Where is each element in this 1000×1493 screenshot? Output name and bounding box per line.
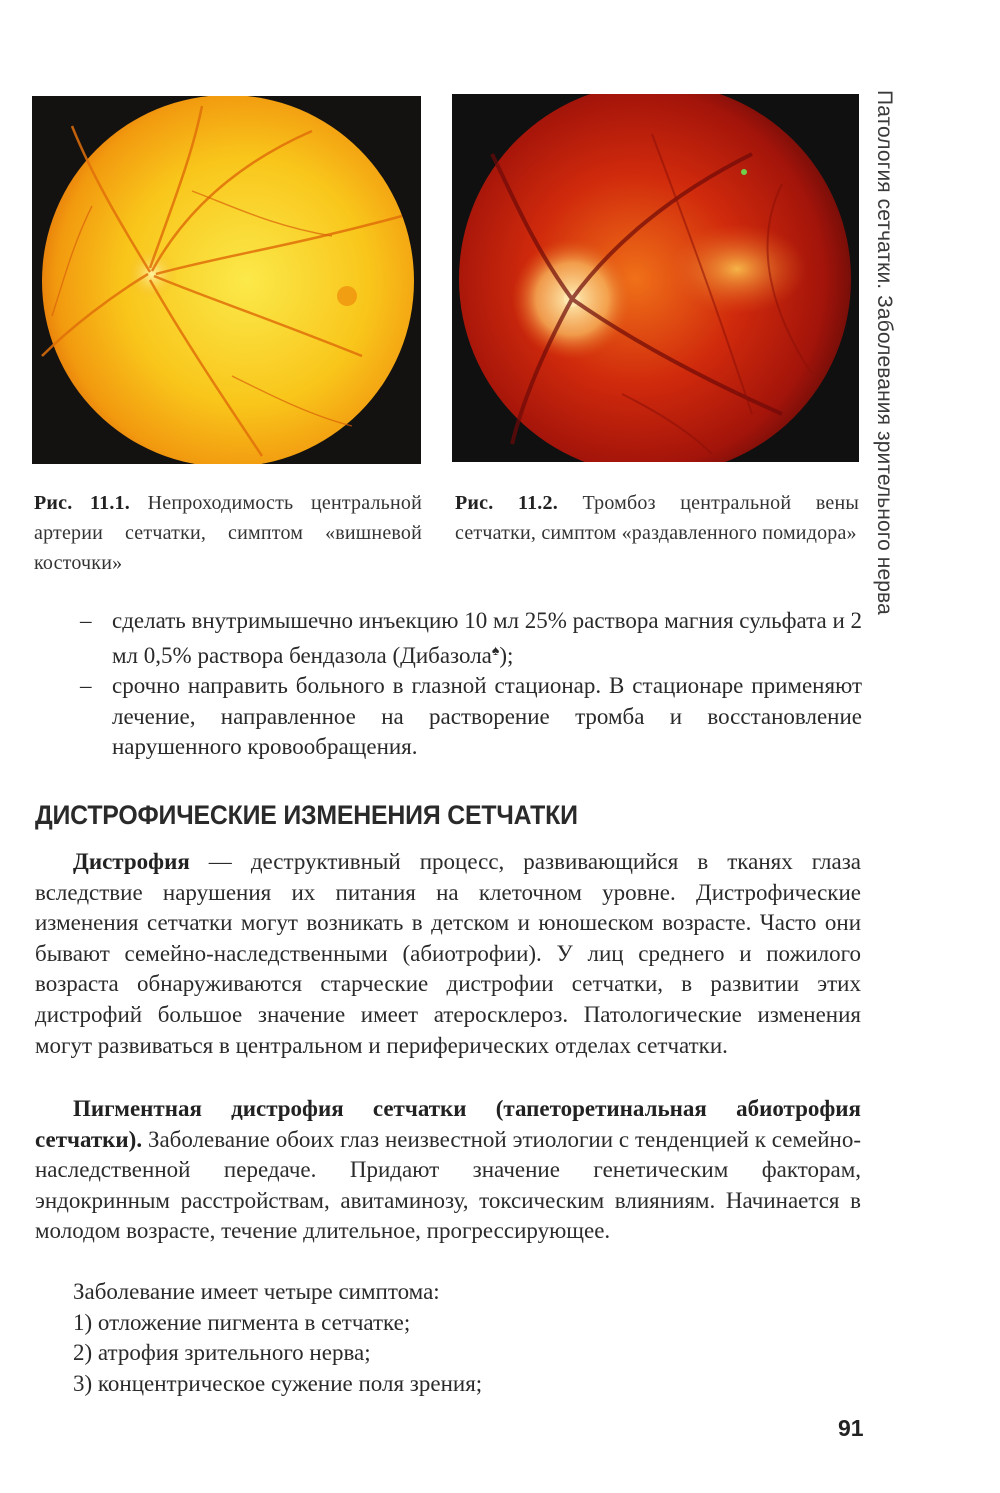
term-pigment-dystrophy: Пигментная дистрофия сетчатки (тапеторетинальная абиотрофия сетчатки).	[35, 1096, 861, 1152]
list-item-tail: );	[499, 642, 514, 668]
figure-cherry-red-spot-photo	[32, 96, 421, 464]
figure-1-label: Рис. 11.1.	[34, 492, 130, 514]
symptom-item: 2) атрофия зрительного нерва;	[73, 1340, 371, 1366]
section-heading: ДИСТРОФИЧЕСКИЕ ИЗМЕНЕНИЯ СЕТЧАТКИ	[35, 800, 578, 830]
fundus-image-2	[452, 94, 859, 462]
treatment-list	[80, 606, 862, 763]
figure-2-label: Рис. 11.2.	[455, 492, 558, 514]
running-head: Патология сетчатки. Заболевания зрительного нерва	[873, 90, 896, 615]
list-dash: –	[80, 673, 92, 699]
list-item	[80, 671, 862, 763]
list-item-text: срочно направить больного в глазной стационар. В стационаре применяют лечение, направленное на растворение тромба и восстановление нарушенного кровообращения.	[112, 673, 862, 760]
symptom-item: 1) отложение пигмента в сетчатке;	[73, 1309, 411, 1335]
figure-1-caption	[34, 488, 422, 578]
figure-crushed-tomato-photo	[452, 94, 859, 462]
fundus-image-1	[32, 96, 421, 464]
page-number: 91	[838, 1415, 864, 1441]
list-item-text: сделать внутримышечно инъекцию 10 мл 25% раствора магния сульфата и 2 мл 0,5% раствора бендазола (Дибазола	[112, 608, 863, 668]
list-item	[80, 606, 862, 671]
trademark-mark: ♠	[491, 643, 500, 659]
paragraph-dystrophy	[35, 847, 861, 1061]
figure-2-caption-text: Тромбоз центральной вены сетчатки, симптом «раздавленного помидора»	[455, 492, 859, 544]
term-dystrophy: Дистрофия	[73, 849, 190, 874]
figure-1-caption-text: Непроходимость центральной артерии сетчатки, симптом «вишневой косточки»	[34, 492, 423, 574]
symptoms-intro: Заболевание имеет четыре симптома:	[73, 1279, 440, 1304]
paragraph-pigment-dystrophy	[35, 1094, 861, 1247]
symptoms-block	[35, 1277, 861, 1399]
paragraph-2-text: Заболевание обоих глаз неизвестной этиологии с тенденцией к семейно-наследственной передаче. Придают значение генетическим факторам, эндокринным расстройствам, авитаминозу, токсическим влияниям. Начинается в молодом возрасте, течение длительное, прогрессирующее.	[35, 1126, 861, 1244]
symptom-item: 3) концентрическое сужение поля зрения;	[73, 1370, 483, 1396]
figure-2-caption	[455, 488, 859, 548]
paragraph-1-text: — деструктивный процесс, развивающийся в тканях глаза вследствие нарушения их питания на клеточном уровне. Дистрофические изменения сетчатки могут возникать в детском и юношеском возрасте. Часто они бывают семейно-наследственными (абиотрофии). У лиц среднего и пожилого возраста обнаруживаются старческие дистрофии сетчатки, в развитии этих дистрофий большое значение имеет атеросклероз. Патологические изменения могут развиваться в центральном и периферических отделах сетчатки.	[35, 849, 861, 1058]
list-dash: –	[80, 608, 92, 633]
